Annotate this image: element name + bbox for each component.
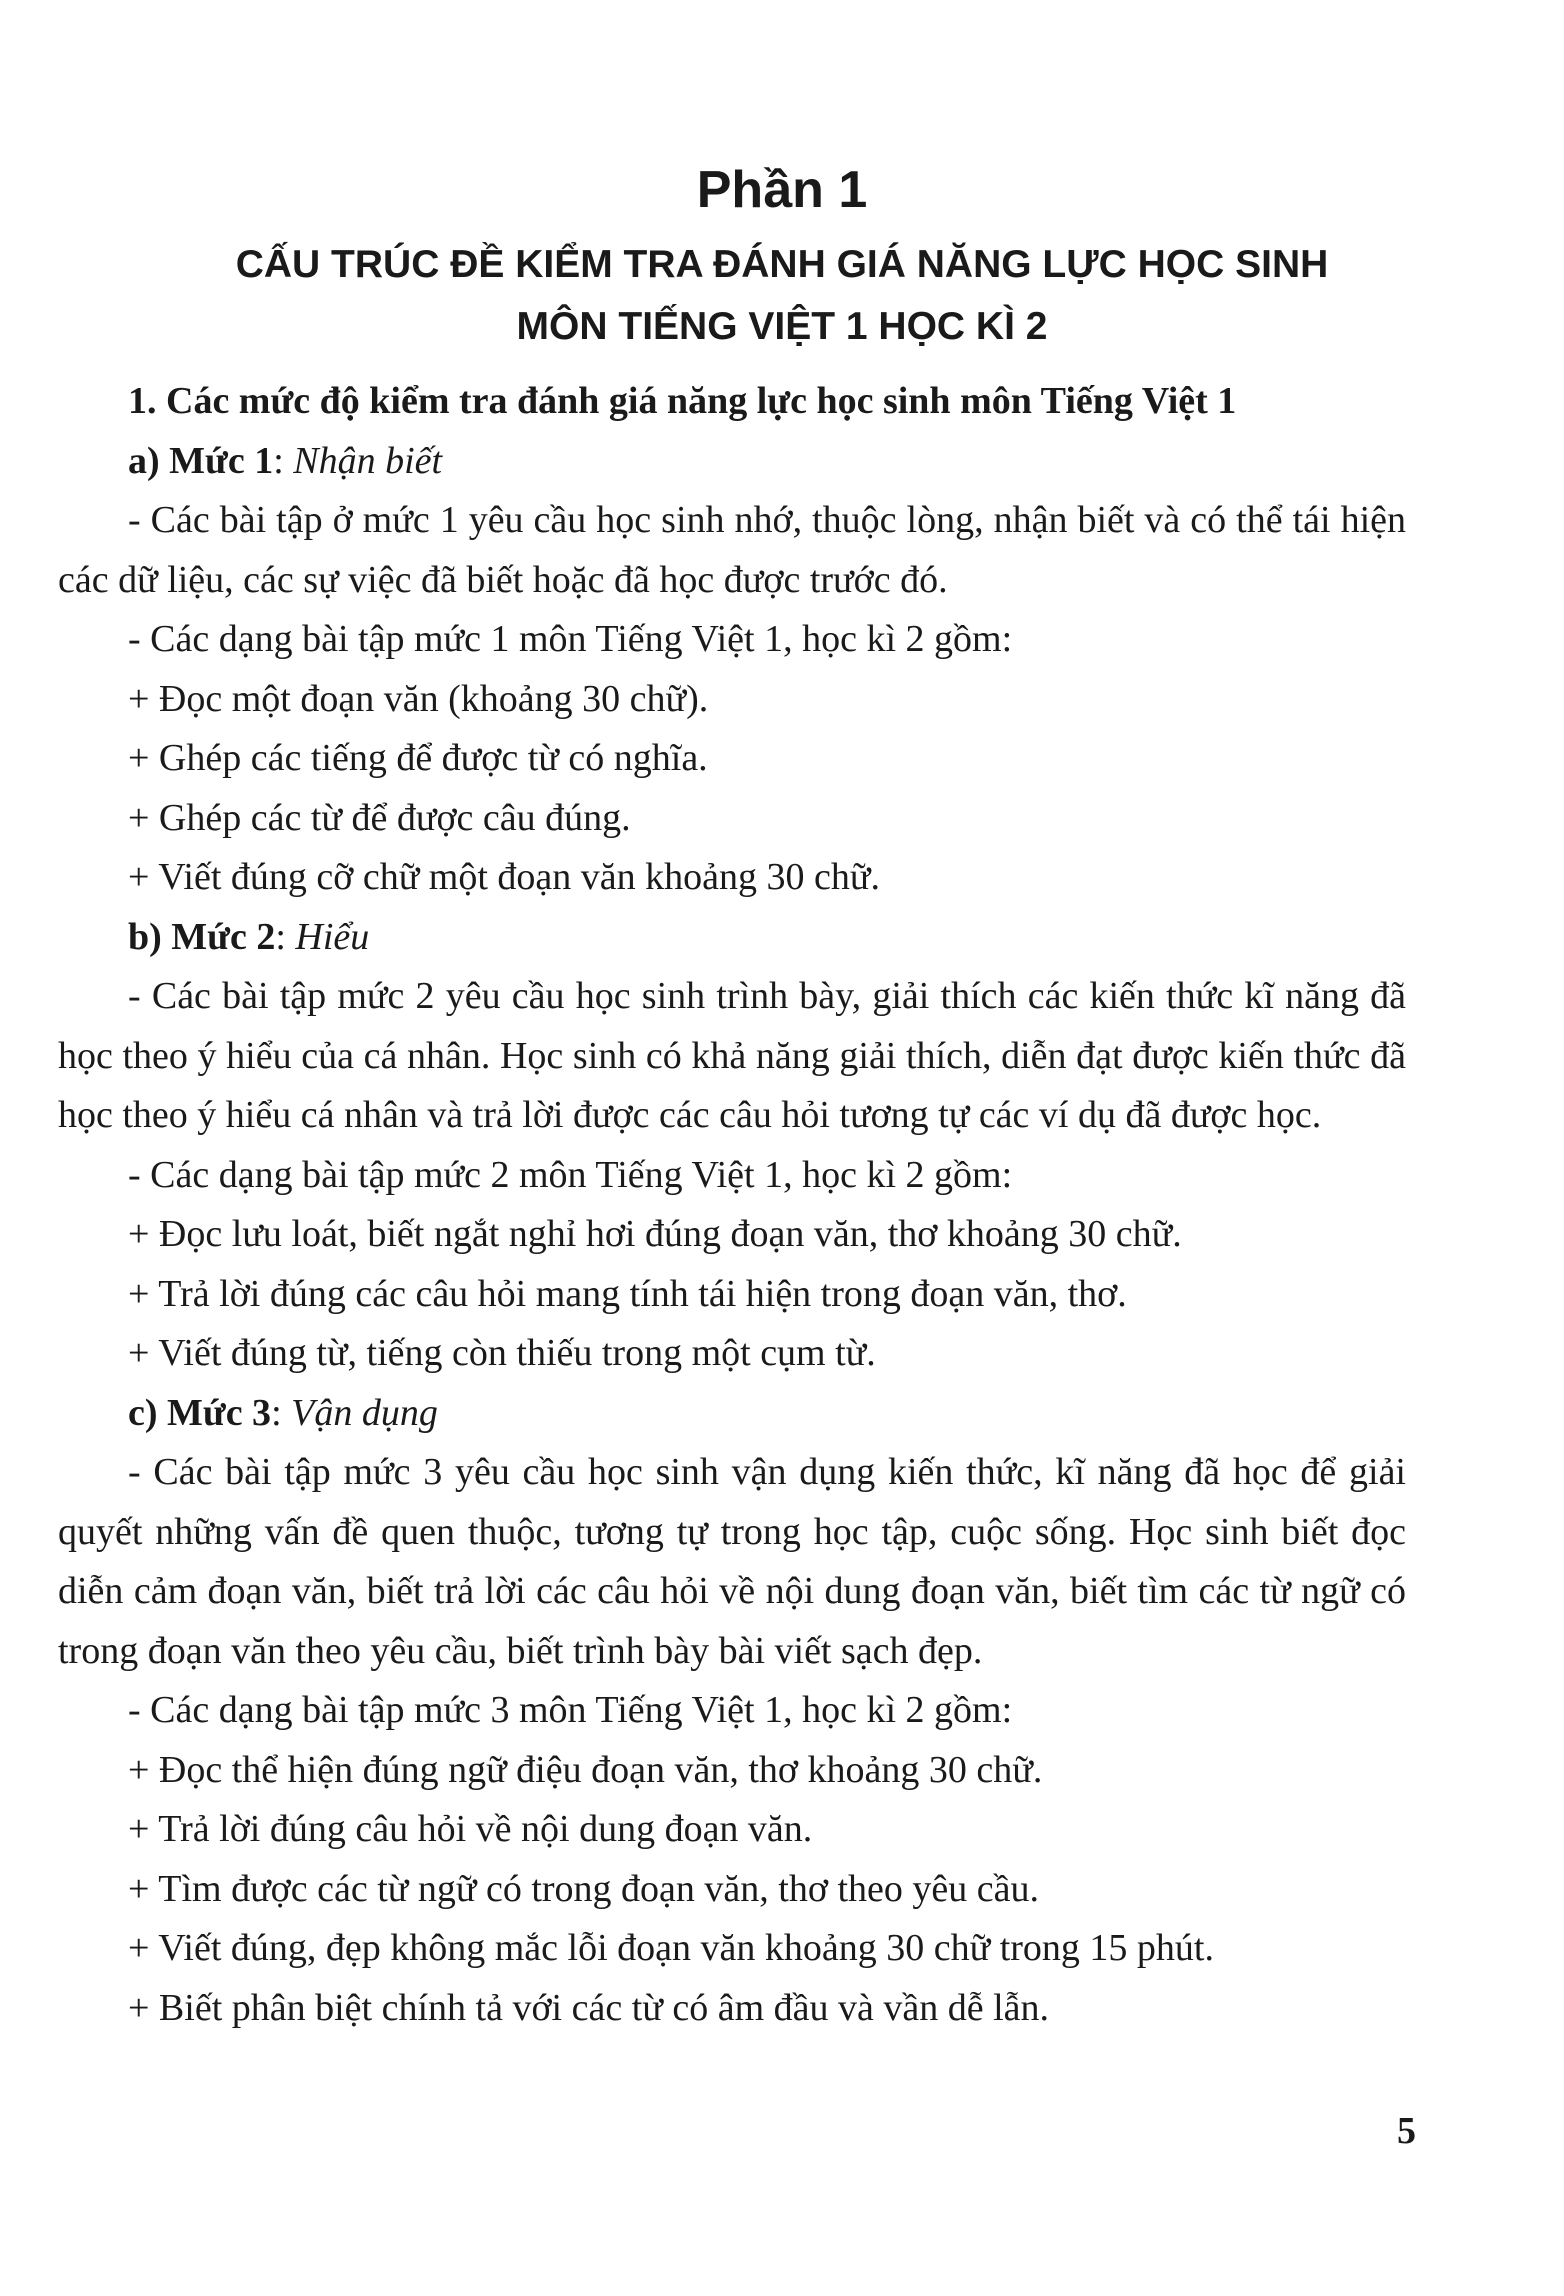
level-2-item: + Viết đúng từ, tiếng còn thiếu trong một cụm từ.: [128, 1332, 876, 1374]
level-1-label: a) Mức 1: [128, 439, 274, 482]
level-1-separator: :: [273, 439, 294, 482]
level-3-name: Vận dụng: [291, 1391, 438, 1434]
level-3-item: + Viết đúng, đẹp không mắc lỗi đoạn văn khoảng 30 chữ trong 15 phút.: [128, 1927, 1214, 1969]
level-3-item: + Trả lời đúng câu hỏi về nội dung đoạn văn.: [128, 1808, 813, 1850]
level-3-separator: :: [271, 1391, 292, 1434]
level-1-name: Nhận biết: [293, 439, 443, 482]
main-title-line-1: CẤU TRÚC ĐỀ KIỂM TRA ĐÁNH GIÁ NĂNG LỰC HỌC SINH: [235, 243, 1329, 286]
level-3-item: + Biết phân biệt chính tả với các từ có âm đầu và vần dễ lẫn.: [128, 1986, 1050, 2029]
level-3-heading: [58, 1384, 1406, 1444]
section-heading: 1. Các mức độ kiểm tra đánh giá năng lực học sinh môn Tiếng Việt 1: [128, 380, 1237, 422]
level-1-heading: [58, 432, 1406, 492]
level-1-types-intro: - Các dạng bài tập mức 1 môn Tiếng Việt 1, học kì 2 gồm:: [128, 618, 1013, 660]
level-2-item: + Trả lời đúng các câu hỏi mang tính tái hiện trong đoạn văn, thơ.: [128, 1272, 1127, 1315]
level-2-label: b) Mức 2: [128, 915, 276, 958]
level-1-item: + Đọc một đoạn văn (khoảng 30 chữ).: [128, 677, 709, 720]
level-2-description: - Các bài tập mức 2 yêu cầu học sinh trình bày, giải thích các kiến thức kĩ năng đã học theo ý hiểu của cá nhân. Học sinh có khả năng giải thích, diễn đạt được kiến thức đã học theo ý hiểu cá nhân và trả lời được các câu hỏi tương tự các ví dụ đã được học.: [58, 975, 1406, 1136]
level-2-name: Hiểu: [295, 915, 370, 958]
level-1-item: + Ghép các tiếng để được từ có nghĩa.: [128, 737, 708, 779]
page-number: 5: [1397, 2110, 1416, 2152]
level-3-item: + Tìm được các từ ngữ có trong đoạn văn, thơ theo yêu cầu.: [128, 1867, 1039, 1910]
level-2-item: + Đọc lưu loát, biết ngắt nghỉ hơi đúng đoạn văn, thơ khoảng 30 chữ.: [128, 1213, 1182, 1255]
level-3-item: + Đọc thể hiện đúng ngữ điệu đoạn văn, thơ khoảng 30 chữ.: [128, 1748, 1043, 1791]
level-1-item: + Ghép các từ để được câu đúng.: [128, 796, 631, 839]
level-3-label: c) Mức 3: [128, 1391, 272, 1434]
main-title-line-2: MÔN TIẾNG VIỆT 1 HỌC KÌ 2: [516, 305, 1048, 348]
level-1-item: + Viết đúng cỡ chữ một đoạn văn khoảng 30 chữ.: [128, 856, 880, 898]
level-3-description: - Các bài tập mức 3 yêu cầu học sinh vận dụng kiến thức, kĩ năng đã học để giải quyết những vấn đề quen thuộc, tương tự trong học tập, cuộc sống. Học sinh biết đọc diễn cảm đoạn văn, biết trả lời các câu hỏi về nội dung đoạn văn, biết tìm các từ ngữ có trong đoạn văn theo yêu cầu, biết trình bày bài viết sạch đẹp.: [58, 1451, 1406, 1672]
level-3-types-intro: - Các dạng bài tập mức 3 môn Tiếng Việt 1, học kì 2 gồm:: [128, 1689, 1013, 1731]
level-2-separator: :: [275, 915, 296, 958]
level-1-description: - Các bài tập ở mức 1 yêu cầu học sinh nhớ, thuộc lòng, nhận biết và có thể tái hiện các dữ liệu, các sự việc đã biết hoặc đã học được trước đó.: [58, 499, 1406, 601]
document-body: [58, 372, 1406, 2038]
level-2-heading: [58, 908, 1406, 968]
part-title: Phần 1: [696, 161, 868, 219]
level-2-types-intro: - Các dạng bài tập mức 2 môn Tiếng Việt 1, học kì 2 gồm:: [128, 1153, 1013, 1196]
